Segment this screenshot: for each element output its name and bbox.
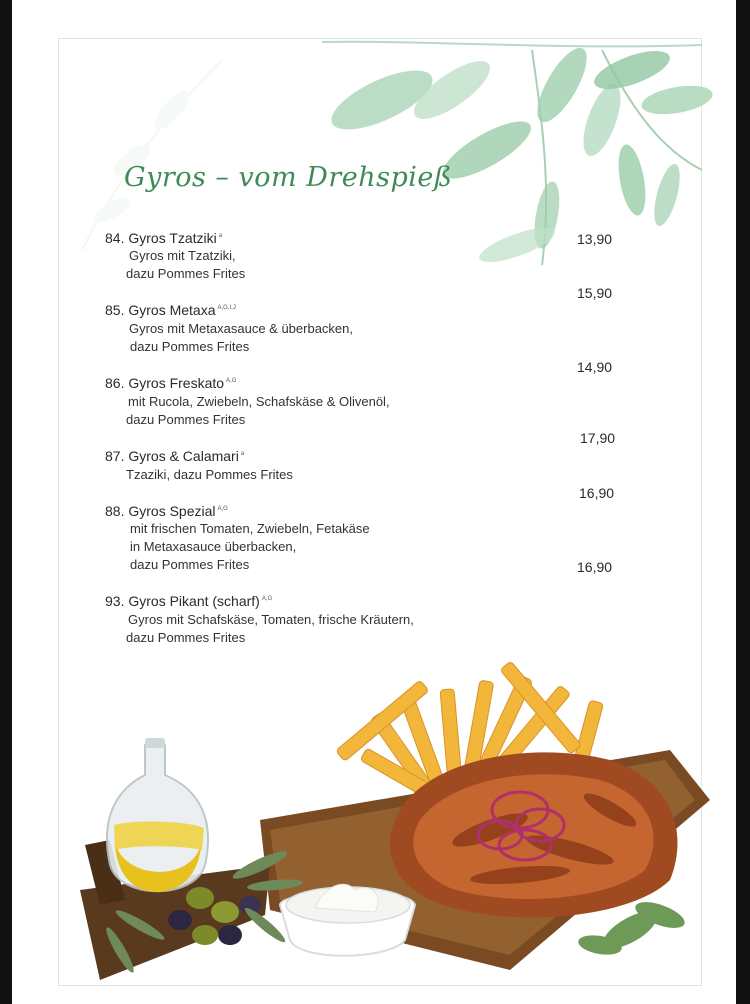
gyros-food-illustration — [70, 650, 710, 990]
olive-branch-illustration — [302, 30, 722, 270]
menu-item-name: 85. Gyros Metaxa $^{A,G,I,J}$ — [105, 302, 236, 318]
menu-item-name: 93. Gyros Pikant (scharf) $^{A,G}$ — [105, 593, 273, 609]
menu-item-price: 14,90 — [577, 359, 613, 375]
menu-item-name: 84. Gyros Tzatziki $^a$ — [105, 230, 223, 246]
menu-item-desc: dazu Pommes Frites — [130, 557, 250, 572]
menu-item-desc: Gyros mit Metaxasauce & überbacken, — [129, 321, 353, 336]
menu-item-price: 16,90 — [579, 485, 615, 501]
menu-item-desc: dazu Pommes Frites — [130, 339, 250, 354]
menu-item-desc: dazu Pommes Frites — [126, 412, 246, 427]
menu-item-name: 87. Gyros & Calamari $^a$ — [105, 448, 245, 464]
menu-item-desc: Gyros mit Tzatziki, — [129, 248, 236, 263]
menu-page — [12, 0, 736, 1004]
faint-leaf-decoration — [72, 40, 232, 260]
menu-item-price: 13,90 — [577, 231, 613, 247]
menu-item-desc: dazu Pommes Frites — [126, 266, 246, 281]
section-title: Gyros – vom Drehspieß — [124, 162, 453, 193]
menu-item-desc: dazu Pommes Frites — [126, 630, 246, 645]
menu-item-price: 15,90 — [577, 285, 613, 301]
menu-item-desc: Gyros mit Schafskäse, Tomaten, frische Kräutern, — [128, 612, 414, 627]
menu-item-name: 86. Gyros Freskato $^{A,G}$ — [105, 375, 237, 391]
menu-item-desc: Tzaziki, dazu Pommes Frites — [126, 467, 293, 482]
menu-item-name: 88. Gyros Spezial $^{A,G}$ — [105, 503, 228, 519]
menu-item-desc: mit frischen Tomaten, Zwiebeln, Fetakäse — [130, 521, 370, 536]
menu-item-price: 16,90 — [577, 559, 613, 575]
menu-item-price: 17,90 — [580, 430, 616, 446]
menu-item-desc: mit Rucola, Zwiebeln, Schafskäse & Olivenöl, — [128, 394, 390, 409]
menu-item-desc: in Metaxasauce überbacken, — [130, 539, 297, 554]
